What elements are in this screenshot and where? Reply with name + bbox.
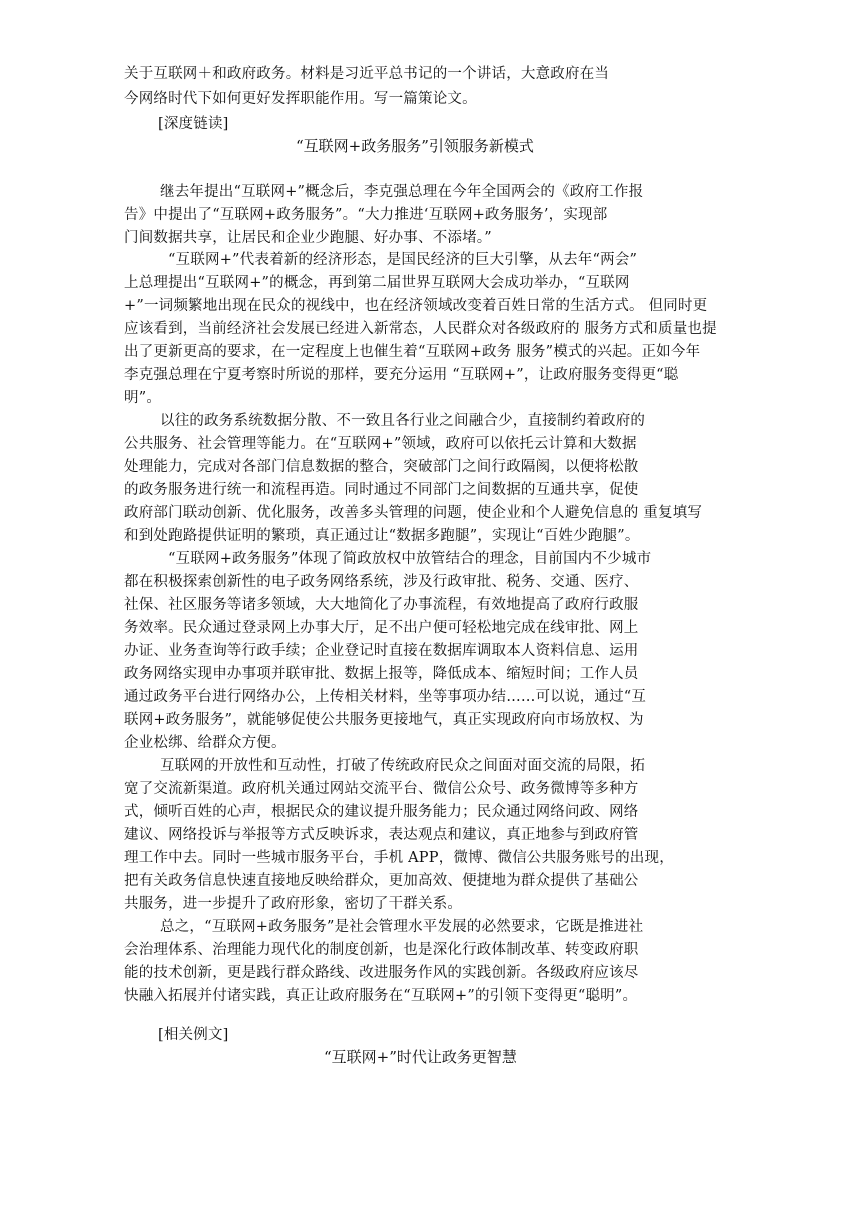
p2-line-4: 应该看到，当前经济社会发展已经进入新常态，人民群众对各级政府的 服务方式和质量也提 (124, 321, 717, 337)
p5-line-1: 互联网的开放性和互动性，打破了传统政府民众之间面对面交流的局限，拓 (160, 758, 646, 774)
p3-line-3: 处理能力，完成对各部门信息数据的整合，突破部门之间行政隔阂，以便将松散 (124, 459, 639, 475)
p4-line-6: 政务网络实现申办事项并联审批、数据上报等，降低成本、缩短时间；工作人员 (124, 666, 639, 682)
p2-line-7: 明”。 (124, 390, 162, 406)
p6-line-1: 总之，“互联网+政务服务”是社会管理水平发展的必然要求，它既是推进社 (160, 919, 644, 935)
deep-reading-label: [深度链读] (158, 116, 229, 132)
p5-line-2: 宽了交流新渠道。政府机关通过网站交流平台、微信公众号、政务微博等多种方 (124, 781, 639, 797)
p3-line-1: 以往的政务系统数据分散、不一致且各行业之间融合少，直接制约着政府的 (160, 413, 646, 429)
p6-line-4: 快融入拓展并付诸实践，真正让政府服务在“互联网+”的引领下变得更“聪明”。 (124, 988, 638, 1004)
p1-line-3: 门间数据共享，让居民和企业少跑腿、好办事、不添堵。” (124, 230, 492, 246)
p4-line-1: “互联网+政务服务”体现了简政放权中放管结合的理念，目前国内不少城市 (168, 551, 652, 567)
p3-line-5: 政府部门联动创新、优化服务，改善多头管理的问题，使企业和个人避免信息的 重复填写 (124, 505, 703, 521)
p4-line-8: 联网+政务服务”，就能够促使公共服务更接地气，真正实现政府向市场放权、为 (124, 712, 644, 728)
p6-line-3: 能的技术创新，更是践行群众路线、改进服务作风的实践创新。各级政府应该尽 (124, 965, 639, 981)
p5-line-5: 理工作中去。同时一些城市服务平台，手机 APP，微博、微信公共服务账号的出现， (124, 850, 674, 866)
intro-line-1: 关于互联网＋和政府政务。材料是习近平总书记的一个讲话，大意政府在当 (124, 66, 610, 82)
p3-line-4: 的政务服务进行统一和流程再造。同时通过不同部门之间数据的互通共享，促使 (124, 482, 639, 498)
p2-line-6: 李克强总理在宁夏考察时所说的那样，要充分运用 “互联网+”，让政府服务变得更“聪 (124, 367, 679, 383)
p2-line-5: 出了更新更高的要求，在一定程度上也催生着“互联网+政务 服务”模式的兴起。正如今年 (124, 344, 701, 360)
intro-line-2: 今网络时代下如何更好发挥职能作用。写一篇策论文。 (124, 91, 477, 107)
p4-line-7: 通过政务平台进行网络办公，上传相关材料，坐等事项办结……可以说，通过“互 (124, 689, 647, 705)
p5-line-6: 把有关政务信息快速直接地反映给群众，更加高效、便捷地为群众提供了基础公 (124, 873, 639, 889)
p5-line-4: 建议、网络投诉与举报等方式反映诉求，表达观点和建议，真正地参与到政府管 (124, 827, 639, 843)
deep-reading-title: “互联网+政务服务”引领服务新模式 (296, 137, 534, 155)
related-title: “互联网+”时代让政务更智慧 (324, 1048, 517, 1066)
p5-line-3: 式，倾听百姓的心声，根据民众的建议提升服务能力；民众通过网络问政、网络 (124, 804, 639, 820)
p5-line-7: 共服务，进一步提升了政府形象，密切了干群关系。 (124, 896, 463, 912)
p4-line-2: 都在积极探索创新性的电子政务网络系统，涉及行政审批、税务、交通、医疗、 (124, 574, 639, 590)
p3-line-2: 公共服务、社会管理等能力。在“互联网+”领域，政府可以依托云计算和大数据 (124, 436, 637, 452)
p3-line-6: 和到处跑路提供证明的繁琐，真正通过让“数据多跑腿”，实现让“百姓少跑腿”。 (124, 528, 640, 544)
p4-line-3: 社保、社区服务等诸多领域，大大地简化了办事流程，有效地提高了政府行政服 (124, 597, 639, 613)
p4-line-5: 办证、业务查询等行政手续；企业登记时直接在数据库调取本人资料信息、运用 (124, 643, 639, 659)
p1-line-2: 告》中提出了“互联网+政务服务”。“大力推进‘互联网+政务服务’，实现部 (124, 207, 608, 223)
related-label: [相关例文] (158, 1027, 229, 1043)
p6-line-2: 会治理体系、治理能力现代化的制度创新，也是深化行政体制改革、转变政府职 (124, 942, 639, 958)
p2-line-3: +”一词频繁地出现在民众的视线中，也在经济领域改变着百姓日常的生活方式。 但同时更 (124, 298, 708, 314)
p4-line-9: 企业松绑、给群众方便。 (124, 735, 286, 751)
p4-line-4: 务效率。民众通过登录网上办事大厅，足不出户便可轻松地完成在线审批、网上 (124, 620, 639, 636)
p2-line-2: 上总理提出“互联网+”的概念，再到第二届世界互联网大会成功举办，“互联网 (124, 275, 630, 291)
p1-line-1: 继去年提出“互联网+”概念后，李克强总理在今年全国两会的《政府工作报 (160, 184, 644, 200)
p2-line-1: “互联网+”代表着新的经济形态，是国民经济的巨大引擎，从去年“两会” (168, 252, 638, 268)
